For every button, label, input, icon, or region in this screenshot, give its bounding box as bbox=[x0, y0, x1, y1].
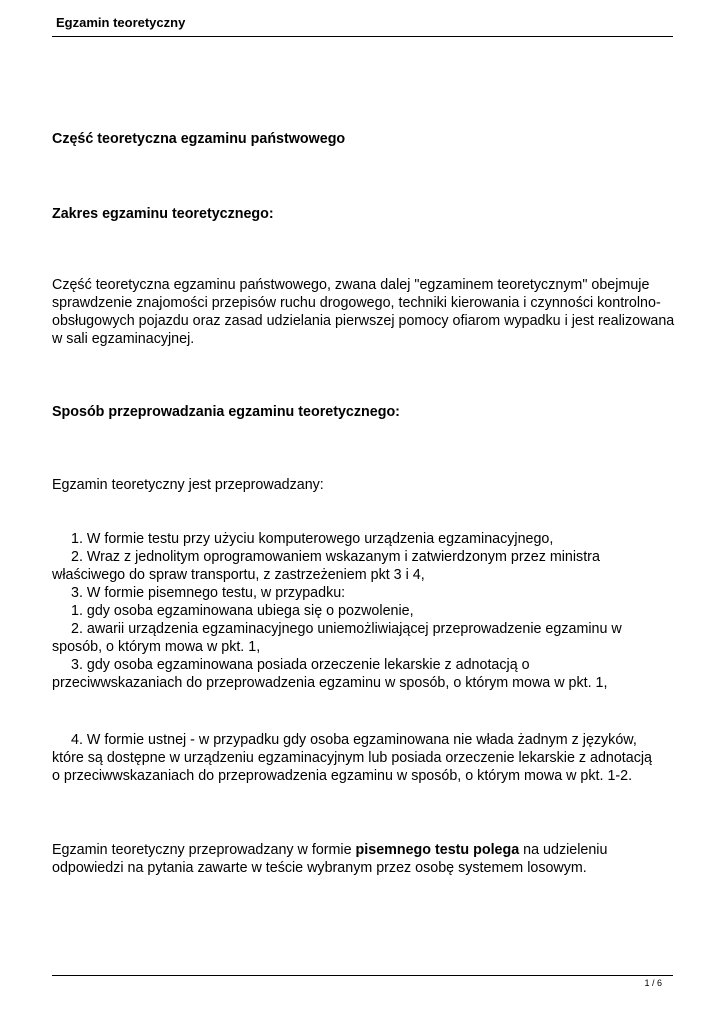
list-item-2: 2. Wraz z jednolitym oprogramowaniem wskazanym i zatwierdzonym przez ministra bbox=[71, 549, 600, 565]
list-item-4-block bbox=[52, 731, 677, 785]
scope-paragraph: Część teoretyczna egzaminu państwowego, zwana dalej "egzaminem teoretycznym" obejmuje sprawdzenie znajomości przepisów ruchu drogowego, techniki kierowania i czynności kontrolno-obsługowych pojazdu oraz zasad udzielania pierwszej pomocy ofiarom wypadku i jest realizowana w sali egzaminacyjnej. bbox=[52, 277, 675, 347]
footer-divider bbox=[52, 975, 673, 976]
page-header-title: Egzamin teoretyczny bbox=[56, 15, 186, 30]
sub-item-3-continued: przeciwwskazaniach do przeprowadzenia egzaminu w sposób, o którym mowa w pkt. 1, bbox=[52, 675, 608, 691]
sub-item-1: 1. gdy osoba egzaminowana ubiega się o pozwolenie, bbox=[71, 603, 414, 619]
sub-item-2-continued: sposób, o którym mowa w pkt. 1, bbox=[52, 639, 261, 655]
section-heading-method: Sposób przeprowadzania egzaminu teoretycznego: bbox=[52, 404, 400, 420]
sub-item-2: 2. awarii urządzenia egzaminacyjnego uniemożliwiającej przeprowadzenie egzaminu w bbox=[71, 621, 622, 637]
final-text-end: na udzieleniu odpowiedzi na pytania zawarte w teście wybranym przez osobę systemem losowym. bbox=[52, 842, 608, 876]
header-divider bbox=[52, 36, 673, 37]
list-item-4-line2: które są dostępne w urządzeniu egzaminacyjnym lub posiada orzeczenie lekarskie z adnotacją bbox=[52, 750, 653, 766]
section-heading-main: Część teoretyczna egzaminu państwowego bbox=[52, 131, 346, 147]
list-item-3: 3. W formie pisemnego testu, w przypadku: bbox=[71, 585, 346, 601]
sub-item-3: 3. gdy osoba egzaminowana posiada orzeczenie lekarskie z adnotacją o bbox=[71, 657, 530, 673]
list-item-2-continued: właściwego do spraw transportu, z zastrzeżeniem pkt 3 i 4, bbox=[52, 567, 425, 583]
method-list bbox=[52, 530, 677, 692]
list-item-4: 4. W formie ustnej - w przypadku gdy osoba egzaminowana nie włada żadnym z języków, bbox=[71, 732, 637, 748]
final-paragraph bbox=[52, 841, 677, 877]
list-item-4-line3: o przeciwwskazaniach do przeprowadzenia egzaminu w sposób, o którym mowa w pkt. 1-2. bbox=[52, 768, 633, 784]
final-text-bold: pisemnego testu polega bbox=[355, 842, 520, 858]
page-number: 1 / 6 bbox=[644, 978, 662, 988]
list-item-1: 1. W formie testu przy użyciu komputerowego urządzenia egzaminacyjnego, bbox=[71, 531, 554, 547]
section-heading-scope: Zakres egzaminu teoretycznego: bbox=[52, 206, 274, 222]
final-text-start: Egzamin teoretyczny przeprowadzany w formie bbox=[52, 842, 356, 858]
method-intro: Egzamin teoretyczny jest przeprowadzany: bbox=[52, 477, 324, 493]
